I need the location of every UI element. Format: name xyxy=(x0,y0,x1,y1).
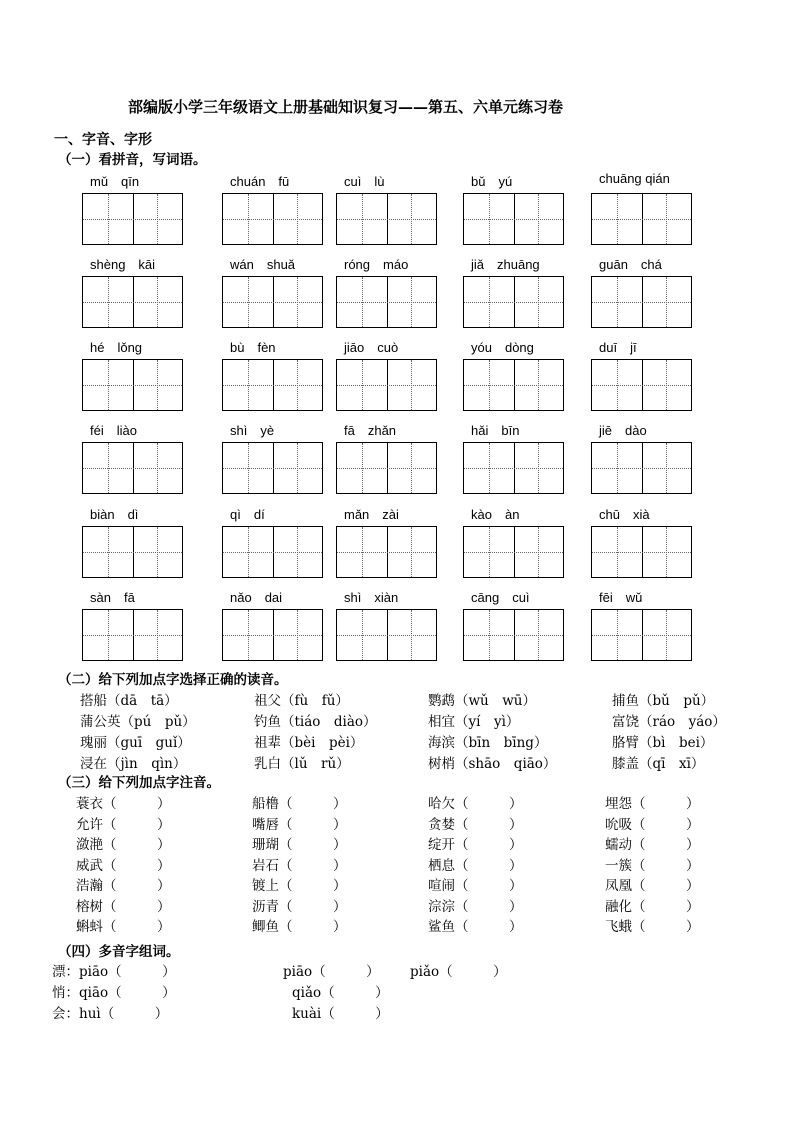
choice-item[interactable]: 蒲公英（pú pǔ） xyxy=(80,714,196,730)
section-heading: 一、字音、字形 xyxy=(54,132,152,148)
pinyin-label: hé lǒng xyxy=(90,340,143,355)
writing-grid[interactable] xyxy=(591,359,692,411)
writing-grid[interactable] xyxy=(463,359,564,411)
pinyin-label: wán shuǎ xyxy=(230,257,296,272)
subsection-heading-1: （一）看拼音，写词语。 xyxy=(58,152,207,168)
writing-grid[interactable] xyxy=(336,442,437,494)
annotation-item[interactable]: 凤凰（ ） xyxy=(605,878,700,894)
writing-grid[interactable] xyxy=(82,276,183,328)
annotation-item[interactable]: 岩石（ ） xyxy=(252,857,347,874)
writing-grid[interactable] xyxy=(222,359,323,411)
annotation-item[interactable]: 嘴唇（ ） xyxy=(252,816,347,833)
pinyin-label: bù fèn xyxy=(230,340,276,355)
subsection-heading-2: （二）给下列加点字选择正确的读音。 xyxy=(58,672,288,688)
choice-item[interactable]: 胳臂（bì bei） xyxy=(612,735,714,751)
annotation-item[interactable]: 蠕动（ ） xyxy=(605,837,700,853)
annotation-item[interactable]: 鲫鱼（ ） xyxy=(252,919,347,935)
pinyin-label: biàn dì xyxy=(90,507,139,522)
polyphone-item[interactable]: kuài（ ） xyxy=(292,1006,389,1022)
pinyin-label: chū xià xyxy=(599,507,650,522)
pinyin-label: qì dí xyxy=(230,507,265,522)
annotation-item[interactable]: 鲨鱼（ ） xyxy=(428,919,523,935)
writing-grid[interactable] xyxy=(222,276,323,328)
pinyin-label: cuì lù xyxy=(344,174,385,189)
pinyin-label: nǎo dai xyxy=(230,590,283,605)
pinyin-label: jiǎ zhuāng xyxy=(471,257,540,272)
annotation-item[interactable]: 哈欠（ ） xyxy=(428,796,523,812)
writing-grid[interactable] xyxy=(82,193,183,245)
annotation-item[interactable]: 船橹（ ） xyxy=(252,796,347,812)
writing-grid[interactable] xyxy=(336,276,437,328)
annotation-item[interactable]: 栖息（ ） xyxy=(428,857,523,874)
writing-grid[interactable] xyxy=(82,609,183,661)
pinyin-label: mǎn zài xyxy=(344,507,399,522)
choice-item[interactable]: 膝盖（qī xī） xyxy=(612,756,705,772)
pinyin-label: féi liào xyxy=(90,423,137,438)
pinyin-label: fā zhǎn xyxy=(344,423,397,438)
annotation-item[interactable]: 潋滟（ ） xyxy=(76,837,171,853)
writing-grid[interactable] xyxy=(591,609,692,661)
writing-grid[interactable] xyxy=(463,526,564,578)
pinyin-label: hǎi bīn xyxy=(471,423,520,438)
choice-item[interactable]: 富饶（ráo yáo） xyxy=(612,714,726,730)
annotation-item[interactable]: 允许（ ） xyxy=(76,816,171,833)
writing-grid[interactable] xyxy=(82,359,183,411)
polyphone-item[interactable]: 会：huì（ ） xyxy=(52,1006,169,1022)
writing-grid[interactable] xyxy=(336,359,437,411)
pinyin-label: jiāo cuò xyxy=(344,340,399,355)
choice-item[interactable]: 树梢（shāo qiāo） xyxy=(428,756,557,772)
pinyin-label: guān chá xyxy=(599,257,662,272)
pinyin-label: duī jī xyxy=(599,340,637,355)
writing-grid[interactable] xyxy=(222,526,323,578)
pinyin-label: mǔ qīn xyxy=(90,174,140,189)
annotation-item[interactable]: 埋怨（ ） xyxy=(605,796,700,812)
polyphone-item[interactable]: piǎo（ ） xyxy=(410,964,507,980)
choice-item[interactable]: 钓鱼（tiáo diào） xyxy=(254,714,377,730)
annotation-item[interactable]: 喧闹（ ） xyxy=(428,878,523,894)
choice-item[interactable]: 瑰丽（guī guǐ） xyxy=(80,735,191,751)
pinyin-label: chuāng qián xyxy=(599,171,670,186)
annotation-item[interactable]: 蝌蚪（ ） xyxy=(76,919,171,935)
choice-item[interactable]: 浸在（jìn qìn） xyxy=(80,756,187,772)
annotation-item[interactable]: 淙淙（ ） xyxy=(428,898,523,915)
writing-grid[interactable] xyxy=(336,609,437,661)
writing-grid[interactable] xyxy=(463,193,564,245)
annotation-item[interactable]: 飞蛾（ ） xyxy=(605,919,700,935)
pinyin-label: kào àn xyxy=(471,507,520,522)
annotation-item[interactable]: 一簇（ ） xyxy=(605,857,700,874)
writing-grid[interactable] xyxy=(222,193,323,245)
polyphone-item[interactable]: 漂：piāo（ ） xyxy=(52,964,176,980)
pinyin-label: jiē dào xyxy=(599,423,647,438)
pinyin-label: bǔ yú xyxy=(471,174,513,189)
writing-grid[interactable] xyxy=(222,609,323,661)
writing-grid[interactable] xyxy=(463,442,564,494)
writing-grid[interactable] xyxy=(82,442,183,494)
writing-grid[interactable] xyxy=(336,193,437,245)
pinyin-label: chuán fū xyxy=(230,174,290,189)
writing-grid[interactable] xyxy=(591,193,692,245)
pinyin-label: yóu dòng xyxy=(471,340,534,355)
pinyin-label: cāng cuì xyxy=(471,590,530,605)
choice-item[interactable]: 乳白（lǔ rǔ） xyxy=(254,756,350,772)
pinyin-label: shì yè xyxy=(230,423,275,438)
writing-grid[interactable] xyxy=(222,442,323,494)
annotation-item[interactable]: 蓑衣（ ） xyxy=(76,796,171,812)
annotation-item[interactable]: 浩瀚（ ） xyxy=(76,878,171,894)
annotation-item[interactable]: 珊瑚（ ） xyxy=(252,837,347,853)
page-title: 部编版小学三年级语文上册基础知识复习——第五、六单元练习卷 xyxy=(128,98,564,116)
writing-grid[interactable] xyxy=(591,526,692,578)
polyphone-item[interactable]: qiǎo（ ） xyxy=(292,985,389,1001)
choice-item[interactable]: 搭船（dā tā） xyxy=(80,693,178,709)
writing-grid[interactable] xyxy=(463,276,564,328)
pinyin-label: fēi wǔ xyxy=(599,590,643,605)
annotation-item[interactable]: 威武（ ） xyxy=(76,857,171,874)
writing-grid[interactable] xyxy=(591,276,692,328)
polyphone-item[interactable]: piāo（ ） xyxy=(283,964,380,980)
annotation-item[interactable]: 沥青（ ） xyxy=(252,898,347,915)
writing-grid[interactable] xyxy=(336,526,437,578)
pinyin-label: shì xiàn xyxy=(344,590,399,605)
writing-grid[interactable] xyxy=(463,609,564,661)
choice-item[interactable]: 相宜（yí yì） xyxy=(428,714,520,730)
annotation-item[interactable]: 镀上（ ） xyxy=(252,878,347,894)
choice-item[interactable]: 鹦鹉（wǔ wū） xyxy=(428,693,536,709)
pinyin-label: shèng kāi xyxy=(90,257,156,272)
annotation-item[interactable]: 贪婪（ ） xyxy=(428,816,523,833)
choice-item[interactable]: 祖辈（bèi pèi） xyxy=(254,735,364,751)
pinyin-label: sàn fā xyxy=(90,590,135,605)
subsection-heading-4: （四）多音字组词。 xyxy=(58,944,180,960)
pinyin-label: róng máo xyxy=(344,257,409,272)
choice-item[interactable]: 海滨（bīn bīng） xyxy=(428,735,548,751)
annotation-item[interactable]: 榕树（ ） xyxy=(76,898,171,915)
writing-grid[interactable] xyxy=(591,442,692,494)
polyphone-item[interactable]: 悄：qiāo（ ） xyxy=(52,985,176,1001)
annotation-item[interactable]: 吮吸（ ） xyxy=(605,816,700,833)
annotation-item[interactable]: 融化（ ） xyxy=(605,898,700,915)
annotation-item[interactable]: 绽开（ ） xyxy=(428,837,523,853)
subsection-heading-3: （三）给下列加点字注音。 xyxy=(58,775,220,791)
choice-item[interactable]: 捕鱼（bǔ pǔ） xyxy=(612,693,715,709)
writing-grid[interactable] xyxy=(82,526,183,578)
choice-item[interactable]: 祖父（fù fǔ） xyxy=(254,693,349,709)
